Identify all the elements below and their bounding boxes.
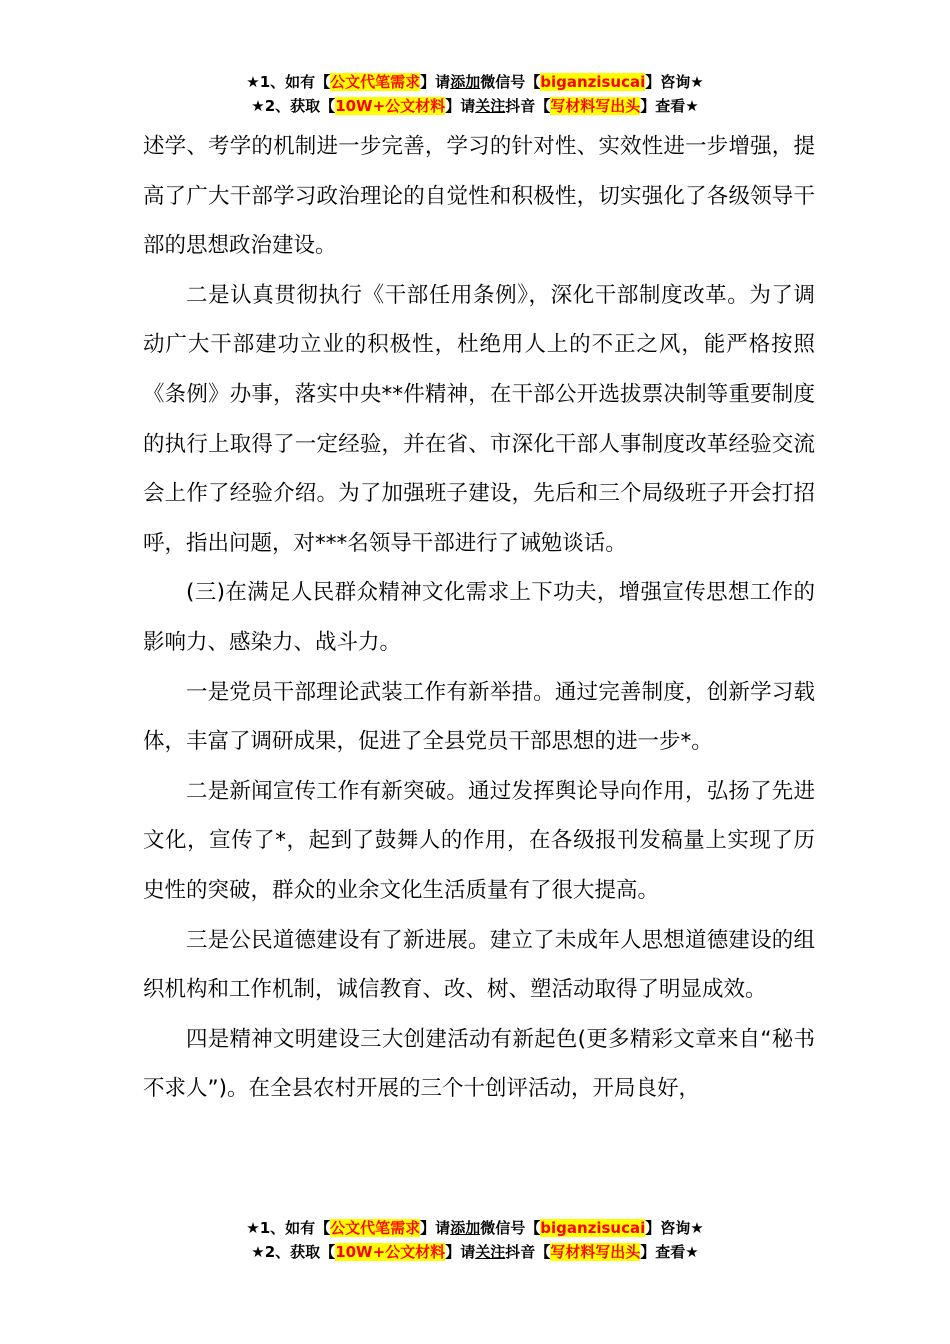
banner-line-2 [0, 1240, 950, 1264]
banner-text: 微信号【 [480, 73, 541, 91]
paragraph: 二是新闻宣传工作有新突破。通过发挥舆论导向作用，弘扬了先进文化，宣传了*，起到了鼓舞人的作用，在各级报刊发稿量上实现了历史性的突破，群众的业余文化生活质量有了很大提高。 [143, 778, 815, 903]
banner-underlined-text: 关注 [475, 97, 506, 115]
banner-text: 】请 [420, 1219, 451, 1237]
banner-text: ★1、如有【 [246, 73, 331, 91]
banner-highlight: biganzisucai [540, 1219, 646, 1237]
banner-highlight: 公文代笔需求 [330, 1219, 421, 1237]
paragraph: 三是公民道德建设有了新进展。建立了未成年人思想道德建设的组织机构和工作机制，诚信教育、改、树、塑活动取得了明显成效。 [143, 927, 815, 1003]
banner-text: ★2、获取【 [251, 97, 336, 115]
document-body [143, 122, 815, 1114]
banner-text: 】咨询★ [645, 1219, 704, 1237]
banner-highlight: 10W+公文材料 [335, 97, 446, 115]
footer-banner [0, 1216, 950, 1264]
banner-text: 】查看★ [640, 97, 699, 115]
paragraph: 四是精神文明建设三大创建活动有新起色(更多精彩文章来自“秘书不求人”)。在全县农村开展的三个十创评活动，开局良好， [143, 1026, 815, 1102]
banner-highlight: 写材料写出头 [550, 97, 641, 115]
banner-text: ★2、获取【 [251, 1243, 336, 1261]
banner-text: 】请 [445, 1243, 476, 1261]
banner-highlight: 10W+公文材料 [335, 1243, 446, 1261]
banner-line-1 [0, 70, 950, 94]
section-heading: (三)在满足人民群众精神文化需求上下功夫，增强宣传思想工作的影响力、感染力、战斗力。 [143, 580, 815, 655]
banner-text: 】查看★ [640, 1243, 699, 1261]
banner-text: 】请 [420, 73, 451, 91]
paragraph: 二是认真贯彻执行《干部任用条例》，深化干部制度改革。为了调动广大干部建功立业的积极性，杜绝用人上的不正之风，能严格按照《条例》办事，落实中央**件精神，在干部公开选拔票决制等重要制度的执行上取得了一定经验，并在省、市深化干部人事制度改革经验交流会上作了经验介绍。为了加强班子建设，先后和三个局级班子开会打招呼，指出问题，对***名领导干部进行了诫勉谈话。 [143, 282, 815, 556]
paragraph: 一是党员干部理论武装工作有新举措。通过完善制度，创新学习载体，丰富了调研成果，促进了全县党员干部思想的进一步*。 [143, 679, 815, 755]
banner-text: 抖音【 [505, 97, 551, 115]
banner-text: 】咨询★ [645, 73, 704, 91]
paragraph: 述学、考学的机制进一步完善，学习的针对性、实效性进一步增强，提高了广大干部学习政治理论的自觉性和积极性，切实强化了各级领导干部的思想政治建设。 [143, 134, 815, 259]
header-banner [0, 70, 950, 118]
banner-underlined-text: 添加 [450, 73, 481, 91]
banner-highlight: 写材料写出头 [550, 1243, 641, 1261]
banner-highlight: biganzisucai [540, 73, 646, 91]
banner-text: 】请 [445, 97, 476, 115]
banner-underlined-text: 添加 [450, 1219, 481, 1237]
banner-underlined-text: 关注 [475, 1243, 506, 1261]
banner-text: 微信号【 [480, 1219, 541, 1237]
banner-text: 抖音【 [505, 1243, 551, 1261]
banner-highlight: 公文代笔需求 [330, 73, 421, 91]
banner-line-2 [0, 94, 950, 118]
banner-text: ★1、如有【 [246, 1219, 331, 1237]
banner-line-1 [0, 1216, 950, 1240]
